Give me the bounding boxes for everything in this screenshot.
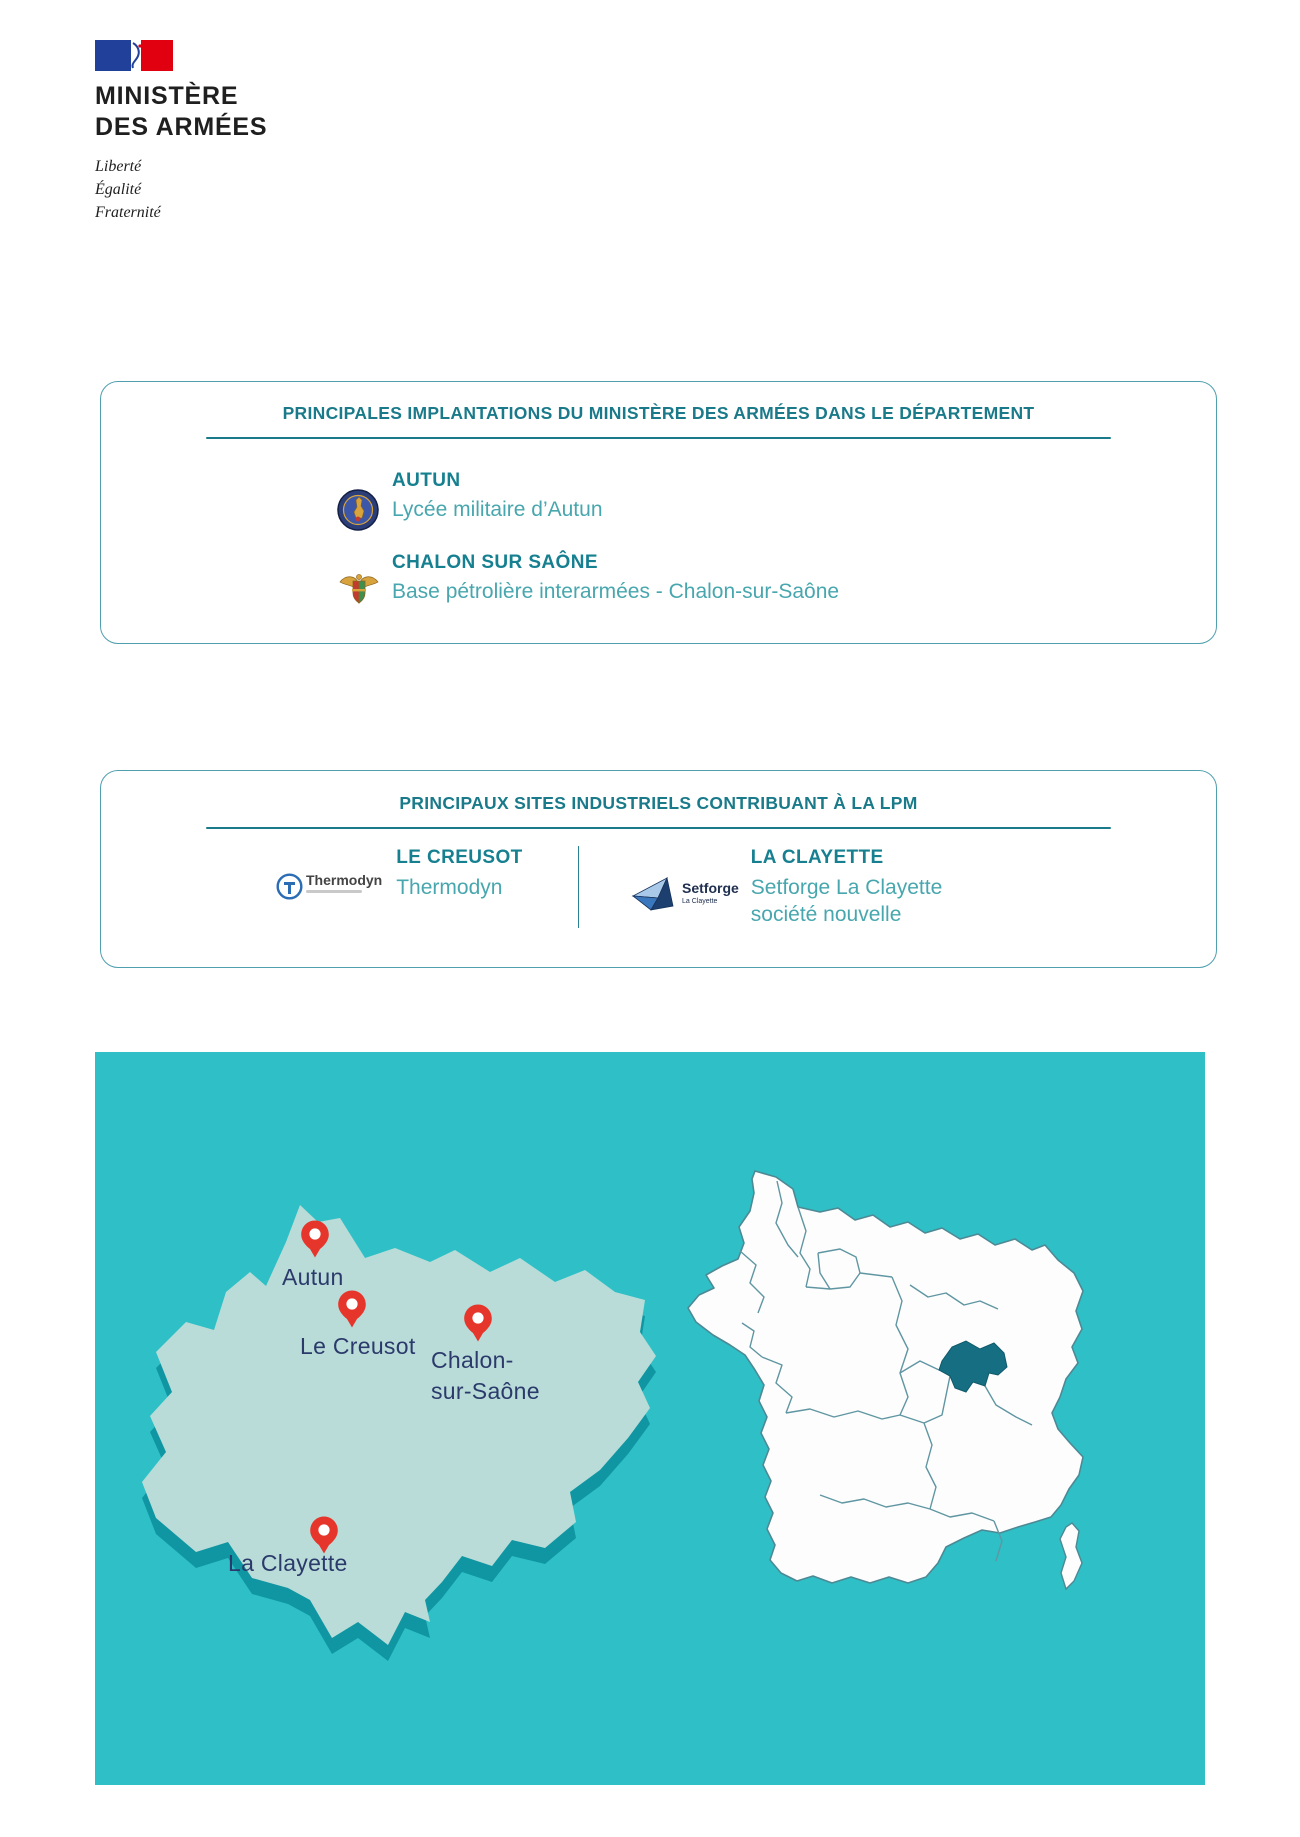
implantations-list [337, 469, 1216, 618]
department-map [110, 1185, 670, 1680]
ministry-name-line2: DES ARMÉES [95, 113, 268, 141]
column-le-creusot [101, 846, 579, 928]
section-implantations-title: PRINCIPALES IMPLANTATIONS DU MINISTÈRE DES ARMÉES DANS LE DÉPARTEMENT [282, 403, 1035, 423]
ministry-name-line1: MINISTÈRE [95, 82, 239, 110]
map-panel [95, 1052, 1205, 1785]
department-shape [142, 1205, 656, 1645]
sites-columns [101, 846, 1216, 928]
list-item-chalon [337, 551, 1216, 618]
pin-label-le-creusot: Le Creusot [300, 1333, 416, 1359]
section-implantations [100, 381, 1217, 644]
site-text [751, 846, 942, 928]
map-pin-le-creusot [337, 1289, 367, 1329]
pin-label-autun: Autun [282, 1264, 344, 1290]
section-sites-industriels [100, 770, 1217, 968]
setforge-subtext: La Clayette [682, 898, 718, 905]
ministry-logo-block [95, 40, 515, 224]
column-la-clayette [579, 846, 1216, 928]
site-city: LE CREUSOT [396, 847, 523, 868]
autun-military-school-badge-icon [337, 489, 379, 536]
pin-label-chalon-line2: sur-Saône [431, 1378, 540, 1404]
list-item-autun [337, 469, 1216, 536]
site-company-line2: société nouvelle [750, 903, 902, 926]
site-text [396, 846, 522, 928]
thermodyn-wordmark-block [306, 873, 382, 893]
french-flag-marianne-icon [95, 40, 173, 71]
thermodyn-logo [276, 873, 382, 928]
entry-text [392, 469, 603, 536]
motto-liberte: Liberté [95, 158, 142, 175]
map-pin-chalon [463, 1303, 493, 1343]
petroleum-base-crest-icon [337, 569, 379, 618]
site-city: LA CLAYETTE [750, 847, 884, 868]
entry-description: Lycée militaire d’Autun [392, 498, 603, 521]
corsica-island [1060, 1523, 1082, 1589]
entry-city: CHALON SUR SAÔNE [392, 552, 598, 573]
france-map [680, 1165, 1090, 1685]
motto-fraternite: Fraternité [95, 204, 161, 221]
motto-egalite: Égalité [95, 181, 142, 198]
site-company-line1: Setforge La Clayette [750, 876, 943, 899]
section-sites-title: PRINCIPAUX SITES INDUSTRIELS CONTRIBUANT À LA LPM [399, 793, 918, 813]
entry-city: AUTUN [392, 470, 461, 491]
title-underline [206, 827, 1111, 829]
pin-label-chalon [431, 1345, 540, 1407]
republic-motto [95, 155, 515, 224]
flag-marianne-profile [131, 40, 141, 71]
entry-text [392, 551, 839, 618]
thermodyn-tagline [306, 890, 362, 893]
france-outline [688, 1171, 1083, 1583]
pin-label-chalon-line1: Chalon- [431, 1347, 514, 1373]
ministry-name [95, 81, 515, 143]
pin-label-la-clayette: La Clayette [228, 1550, 348, 1576]
setforge-logo [631, 875, 739, 928]
title-underline [206, 437, 1111, 439]
map-pin-autun [300, 1219, 330, 1259]
setforge-wordmark: Setforge [682, 880, 739, 896]
setforge-wordmark-block [682, 881, 739, 905]
thermodyn-wordmark: Thermodyn [306, 872, 383, 888]
entry-description: Base pétrolière interarmées - Chalon-sur-Saône [392, 580, 840, 603]
site-company: Thermodyn [396, 876, 503, 899]
